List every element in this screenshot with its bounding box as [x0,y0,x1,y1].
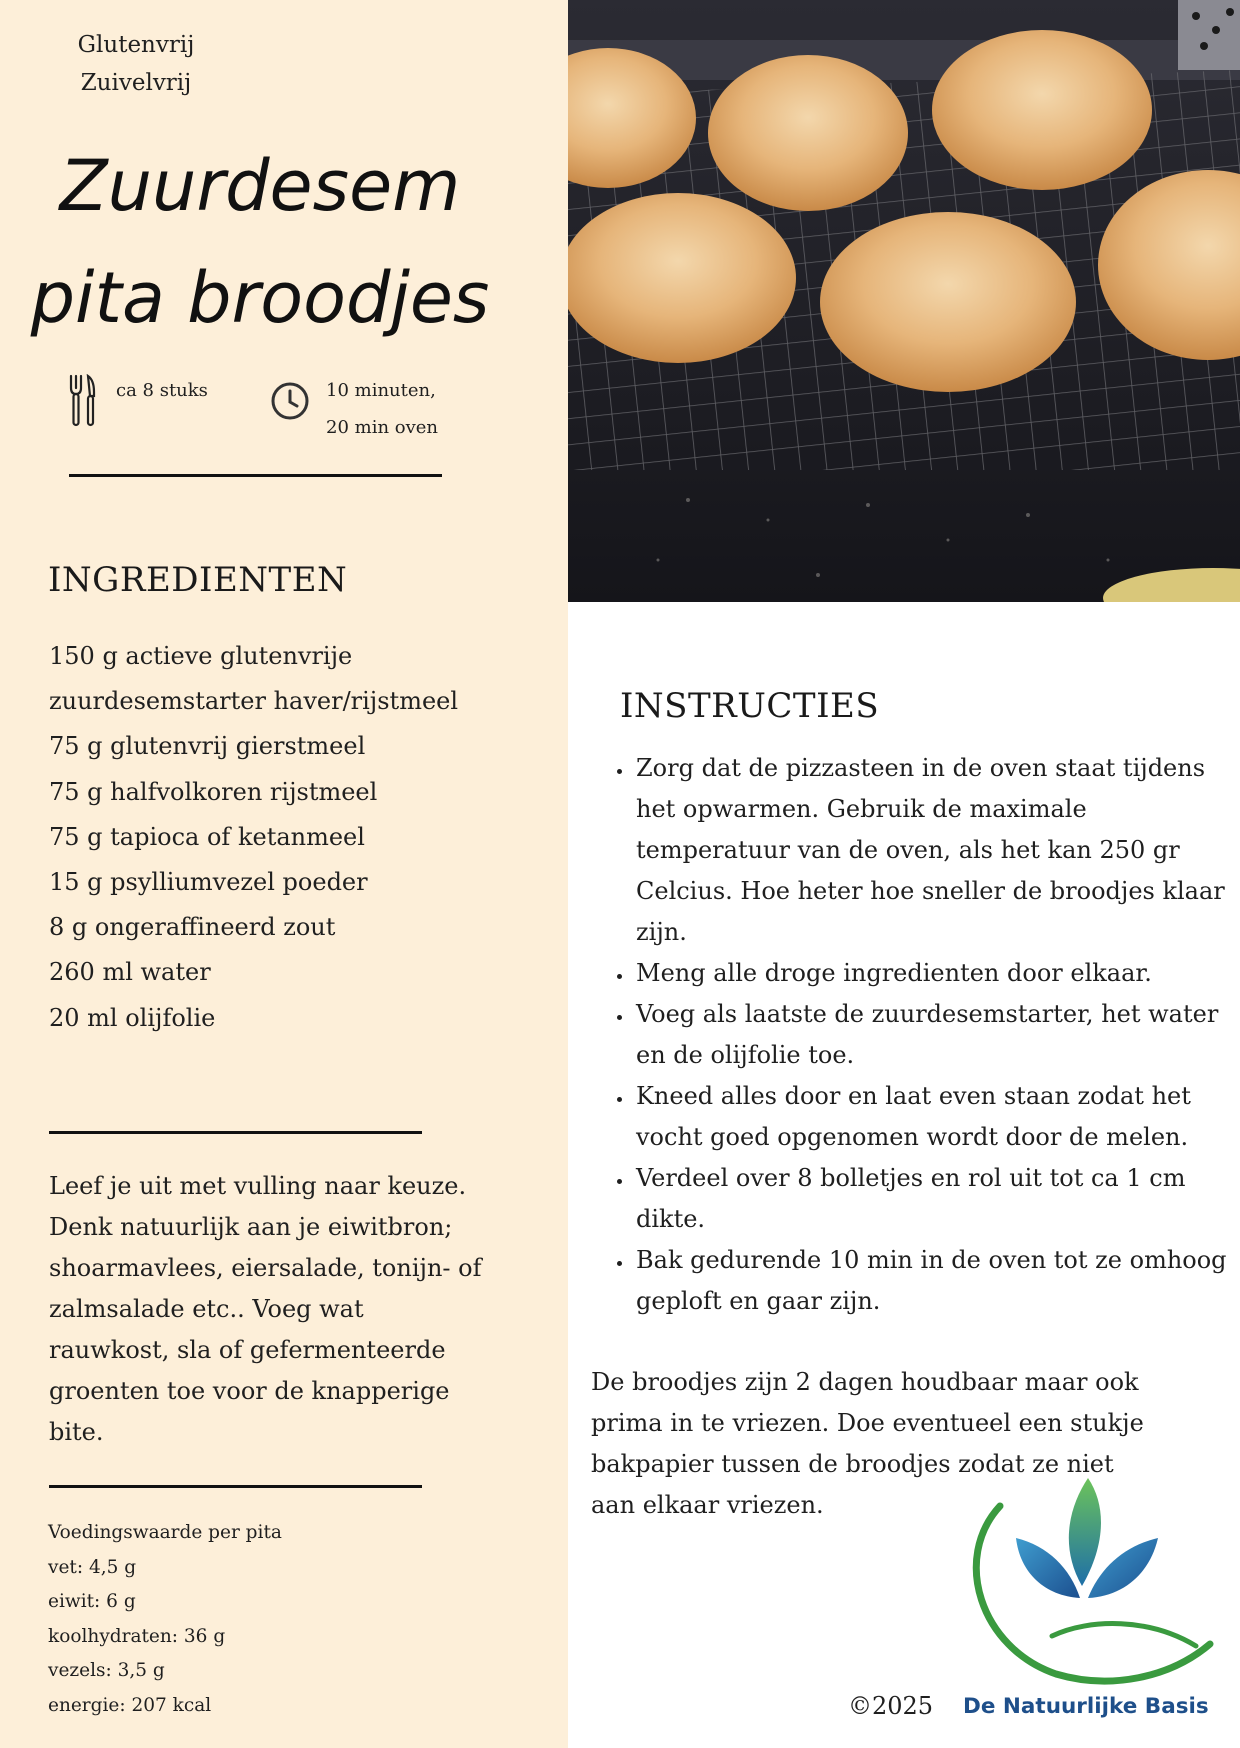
leaf-logo-icon [960,1478,1220,1690]
instruction-step: • Verdeel over 8 bolletjes en rol uit tot ca 1 cm dikte. [634,1158,1234,1240]
instruction-step: • Voeg als laatste de zuurdesemstarter, het water en de olijfolie toe. [634,994,1234,1076]
diet-tags [76,26,196,102]
nutrition-item: vezels: 3,5 g [48,1660,165,1682]
ingredient-item: 8 g ongeraffineerd zout [49,913,336,942]
nutrition-item: vet: 4,5 g [48,1556,137,1578]
ingredients-heading: INGREDIENTEN [48,560,348,600]
instructions-list [600,748,1234,1322]
ingredient-item: 75 g tapioca of ketanmeel [49,822,365,851]
ingredients-list [49,634,529,1041]
prep-time-line-1: 10 minuten, [326,380,436,401]
brand-name: De Natuurlijke Basis [963,1694,1209,1719]
tag-zuivelvrij: Zuivelvrij [80,70,192,96]
instructions-heading: INSTRUCTIES [620,686,880,726]
filling-note: Leef je uit met vulling naar keuze. Denk natuurlijk aan je eiwitbron; shoarmavlees, eiersalade, tonijn- of zalmsalade etc.. Voeg wat rauwkost, sla of gefermenteerde groenten toe voor de knapperige bite. [49,1172,482,1446]
nutrition-facts [48,1516,282,1724]
ingredient-item: 15 g psylliumvezel poeder [49,868,368,897]
nutrition-item: koolhydraten: 36 g [48,1625,226,1647]
divider-bottom [49,1485,422,1488]
ingredient-item: 150 g actieve glutenvrije [49,642,353,670]
ingredient-item: zuurdesemstarter haver/rijstmeel [49,687,459,716]
prep-time [326,372,438,446]
instruction-step: • Meng alle droge ingredienten door elkaar. [634,953,1234,994]
servings: ca 8 stuks [116,380,208,401]
nutrition-heading: Voedingswaarde per pita [48,1522,282,1543]
prep-time-line-2: 20 min oven [326,417,439,438]
ingredient-item: 75 g glutenvrij gierstmeel [49,732,366,761]
title-line-2: pita broodjes [30,257,490,339]
cutlery-icon [68,374,96,428]
ingredient-item: 75 g halfvolkoren rijstmeel [49,777,378,806]
pita-photo [568,0,1240,602]
title-line-1: Zuurdesem [59,145,461,227]
ingredient-item: 260 ml water [49,958,211,987]
instruction-step: • Zorg dat de pizzasteen in de oven staat tijdens het opwarmen. Gebruik de maximale temperatuur van de oven, als het kan 250 gr Celcius. Hoe heter hoe sneller de broodjes klaar zijn. [634,748,1234,953]
recipe-title [0,130,520,354]
instruction-step: • Bak gedurende 10 min in de oven tot ze omhoog geploft en gaar zijn. [634,1240,1234,1322]
tag-glutenvrij: Glutenvrij [77,32,195,58]
clock-icon [270,381,310,421]
nutrition-item: eiwit: 6 g [48,1591,136,1613]
storage-note: De broodjes zijn 2 dagen houdbaar maar ook prima in te vriezen. Doe eventueel een stukje bakpapier tussen de broodjes zodat ze niet aan elkaar vriezen. [591,1368,1144,1519]
nutrition-item: energie: 207 kcal [48,1694,212,1716]
divider-middle [49,1131,422,1134]
copyright: ©2025 [848,1692,934,1720]
divider-top [69,474,442,477]
ingredient-item: 20 ml olijfolie [49,1003,216,1032]
instruction-step: • Kneed alles door en laat even staan zodat het vocht goed opgenomen wordt door de melen. [634,1076,1234,1158]
